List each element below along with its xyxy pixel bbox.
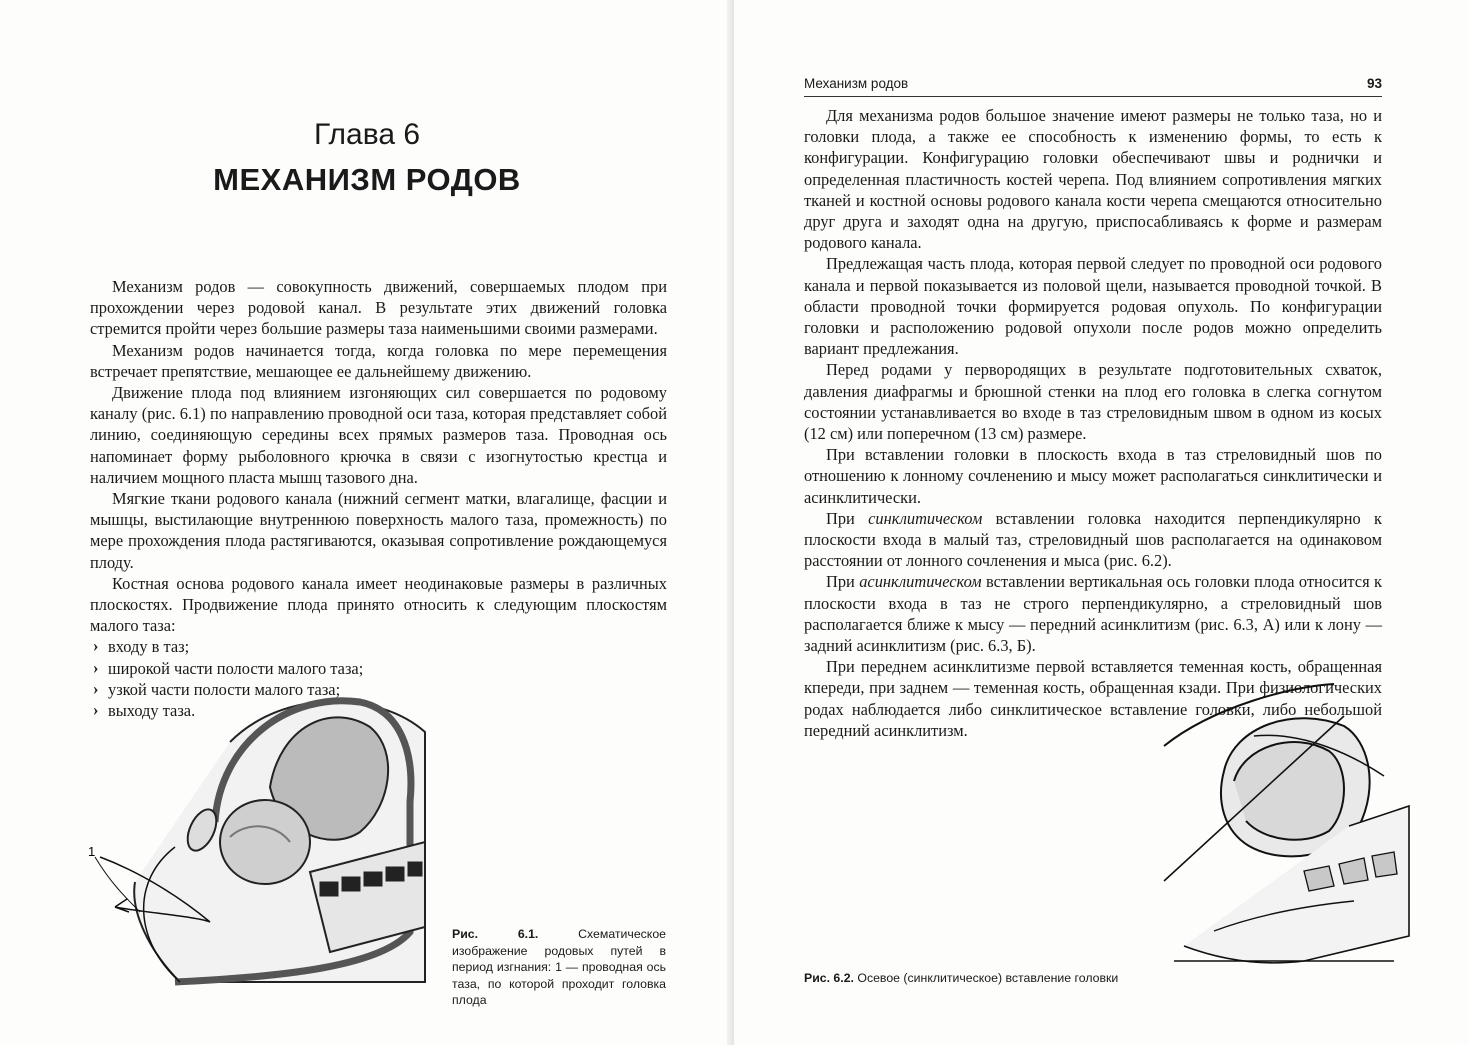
paragraph: Для механизма родов большое значение имеют размеры не только таза, но и головки плода, а также ее способность к изменению формы, то есть к конфигурации. Конфигурацию головки обеспечивают швы и роднички и определенная пластичность костей черепа. Под влиянием сопротивления мягких тканей и костной основы родового канала кости черепа смещаются относительно друг друга и заходят одна на другую, приспосабливаясь к форме и размерам родового канала. [804,106,1382,253]
chapter-title: МЕХАНИЗМ РОДОВ [213,162,521,197]
paragraph: Перед родами у первородящих в результате подготовительных схваток, давления диафрагмы и брюшной стенки на плод его головка в слегка согнутом состоянии устанавливается во входе в таз стреловидным швом в одном из косых (12 см) или поперечном (13 см) размере. [804,360,1382,444]
list-item: › широкой части полости малого таза; [90,658,667,679]
chapter-number: Глава 6 [313,118,421,151]
paragraph-rest: вставлении вертикальная ось головки плода относится к плоскости входа в таз не строго перпендикулярно, а стреловидный шов располагается ближе к мысу — передний асинклитизм (рис. 6.3, А) или к лону — задний асинклитизм (рис. 6.3, Б). [804,572,1382,656]
paragraph: Костная основа родового канала имеет неодинаковые размеры в различных плоскостях. Продвижение плода принято относить к следующим плоскостям малого таза: [90,573,667,636]
figure1-caption-num: Рис. 6.1. [452,927,539,941]
paragraph-lead: При [826,508,855,528]
figure1-label: 1 [88,844,96,859]
list-item: › выходу таза. [90,700,667,721]
paragraph: Движение плода под влиянием изгоняющих сил совершается по родовому каналу (рис. 6.1) по направлению проводной оси таза, которая представляет собой линию, соединяющую середины всех прямых размеров таза. Проводная ось напоминает форму рыболовного крючка в связи с изогнутостью крестца и наличием мощного пласта мышц тазового дна. [90,383,667,487]
term-asynclitic: асинклитическом [859,572,982,592]
list-item: › входу в таз; [90,636,667,657]
figure2-caption-text: Осевое (синклитическое) вставление головки [857,971,1119,985]
paragraph: Предлежащая часть плода, которая первой следует по проводной оси родового канала и первой показывается из половой щели, называется проводной точкой. В области проводной точки формируется родовая опухоль. По конфигурации головки и расположению родовой опухоли после родов можно определить вариант предлежания. [804,254,1382,359]
paragraph: Механизм родов начинается тогда, когда головка по мере перемещения встречает препятствие, мешающее ее дальнейшему движению. [90,340,667,381]
figure1-caption-text: Схематическое изображение родовых путей в период изгнания: 1 — проводная ось таза, по которой проходит головка плода [452,927,666,1007]
paragraph-lead: При [826,572,855,592]
running-title: Механизм родов [804,76,909,91]
left-body-text [90,276,667,721]
paragraph: При вставлении головки в плоскость входа в таз стреловидный шов по отношению к лонному сочленению и мысу может располагаться синклитически и асинклитически. [804,445,1382,507]
paragraph [804,508,1382,572]
list-item: › узкой части полости малого таза; [90,679,667,700]
figure2-caption [804,970,1204,987]
term-synclitic: синклитическом [868,508,983,528]
right-page [734,0,1468,1045]
running-head [804,76,1382,97]
paragraph-rest: вставлении головка находится перпендикулярно к плоскости входа в малый таз, стреловидный шов располагается на одинаковом расстоянии от лонного сочленения и мыса (рис. 6.2). [804,508,1382,571]
synclitic-insertion-illustration [1154,676,1414,976]
figure1-caption [452,926,666,1009]
paragraph: Механизм родов — совокупность движений, совершаемых плодом при прохождении через родовой канал. В результате этих движений головка стремится пройти через большие размеры таза наименьшими своими размерами. [90,277,667,339]
right-body-text [804,105,1382,741]
paragraph: Мягкие ткани родового канала (нижний сегмент матки, влагалище, фасции и мышцы, выстилающие внутреннюю поверхность малого таза, промежность) по мере прохождения плода растягиваются, оказывая сопротивление рождающемуся плоду. [90,489,667,572]
figure2-caption-num: Рис. 6.2. [804,971,854,985]
paragraph [804,571,1382,656]
paragraph: При переднем асинклитизме первой вставляется теменная кость, обращенная кпереди, при заднем — теменная кость, обращенная кзади. При физиологических родах наблюдается либо синклитическое вставление головки, либо небольшой передний асинклитизм. [804,657,1382,740]
birth-canal-illustration [80,682,440,1002]
page-number: 93 [1366,76,1382,91]
